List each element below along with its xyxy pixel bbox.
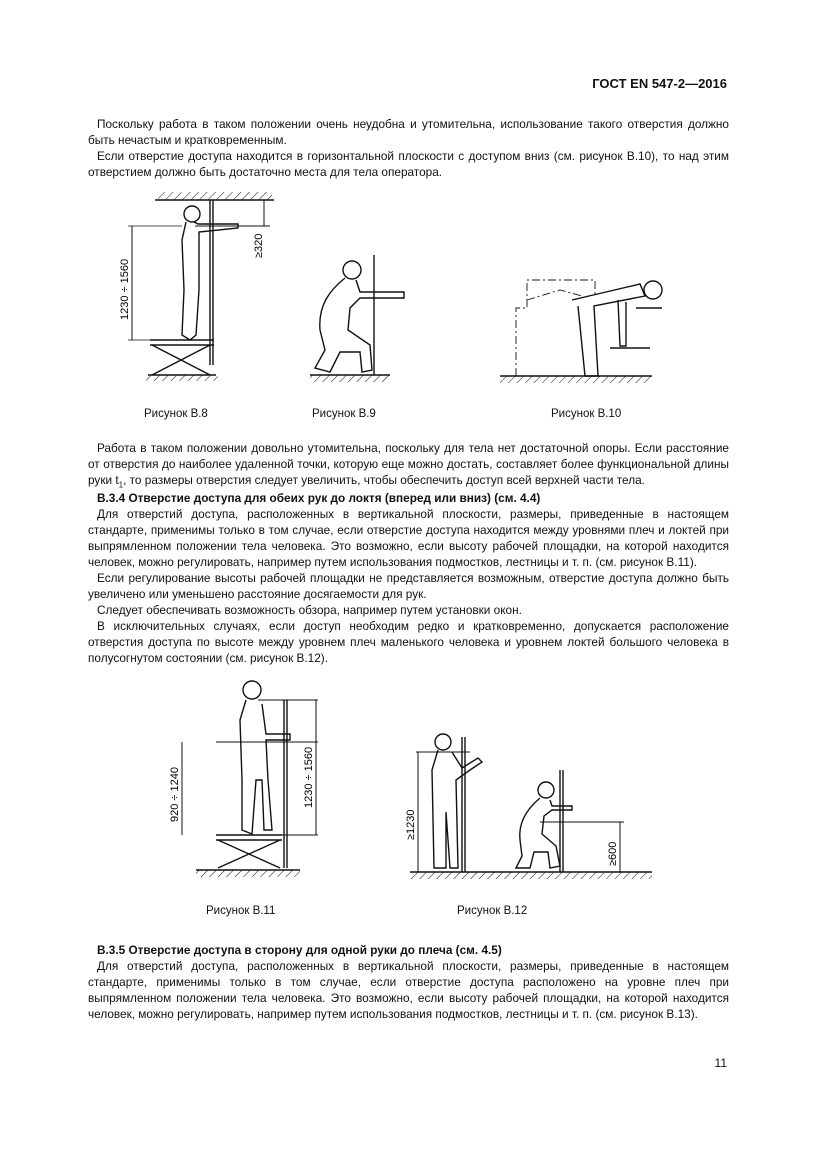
paragraph-6: Следует обеспечивать возможность обзора, например путем установки окон. [97,603,522,617]
figure-b11-caption: Рисунок В.11 [206,905,276,917]
figure-b8-dim-height: 1230 ÷ 1560 [119,258,131,320]
figure-b9-caption: Рисунок В.9 [312,408,376,420]
paragraph-3-subscript: 1 [118,480,124,490]
figure-b12-caption: Рисунок В.12 [457,905,528,917]
paragraph-7: В исключительных случаях, если доступ необходим редко и кратковременно, допускается расположение отверстия доступа по высоте между уровнем плеч маленького человека и уровнем локтей большого человека в полусогнутом состоянии (см. рисунок В.12). [88,619,729,665]
figure-b12-dim-left: ≥1230 [405,809,417,840]
paragraph-4: Для отверстий доступа, расположенных в вертикальной плоскости, размеры, приведенные в настоящем стандарте, применимы только в том случае, если отверстие доступа находится между уровнями плеч и локтей при выпрямленном положении тела человека. Это возможно, если высоту рабочей площадки, на которой находится человек, можно регулировать, например путем использования подмостков, лестницы и т. п. (см. рисунок В.11). [88,507,729,569]
paragraph-3-part-a: Работа в таком положении довольно утомительна, поскольку для тела нет достаточной опоры. Если расстояние от отверстия до наиболее удаленной точки, которую еще можно достать, составляет более функциональной длины руки t [88,441,729,487]
figure-b11-drawing [182,681,318,877]
figure-b11-dim-left: 920 ÷ 1240 [169,767,181,822]
paragraph-3 [88,440,729,493]
figure-b11-dim-right: 1230 ÷ 1560 [303,746,315,808]
paragraph-8: Для отверстий доступа, расположенных в вертикальной плоскости, размеры, приведенные в настоящем стандарте, применимы только в том случае, если отверстие доступа расположено на уровне плеч при выпрямленном положении тела человека. Это возможно, если высоту рабочей площадки, на которой находится человек, можно регулировать, например путем использования подмостков, лестницы и т. п. (см. рисунок В.13). [88,959,729,1021]
figure-b8-dim-top: ≥320 [253,233,265,258]
paragraph-5: Если регулирование высоты рабочей площадки не представляется возможным, отверстие доступа должно быть увеличено или уменьшено расстояние досягаемости для рук. [88,571,729,601]
document-code: ГОСТ EN 547-2—2016 [592,76,727,91]
figure-b12-dim-right: ≥600 [607,841,619,866]
figure-b8-caption: Рисунок В.8 [144,408,208,420]
section-b34-heading: В.3.4 Отверстие доступа для обеих рук до локтя (вперед или вниз) (см. 4.4) [97,491,541,505]
figure-b10-drawing [500,280,662,383]
paragraph-3-part-b: , то размеры отверстия следует увеличить, чтобы обеспечить доступ всей верхней части тела. [123,473,645,487]
figure-b10-caption: Рисунок В.10 [551,408,622,420]
paragraph-2: Если отверстие доступа находится в горизонтальной плоскости с доступом вниз (см. рисунок В.10), то над этим отверстием должно быть достаточно места для тела оператора. [88,149,729,179]
section-b35-heading: В.3.5 Отверстие доступа в сторону для одной руки до плеча (см. 4.5) [97,943,502,957]
figure-b8-drawing [128,192,274,381]
figure-b9-drawing [310,255,404,382]
page-number: 11 [714,1056,727,1070]
paragraph-1: Поскольку работа в таком положении очень неудобна и утомительна, использование такого отверстия должно быть нечастым и кратковременным. [88,117,729,147]
